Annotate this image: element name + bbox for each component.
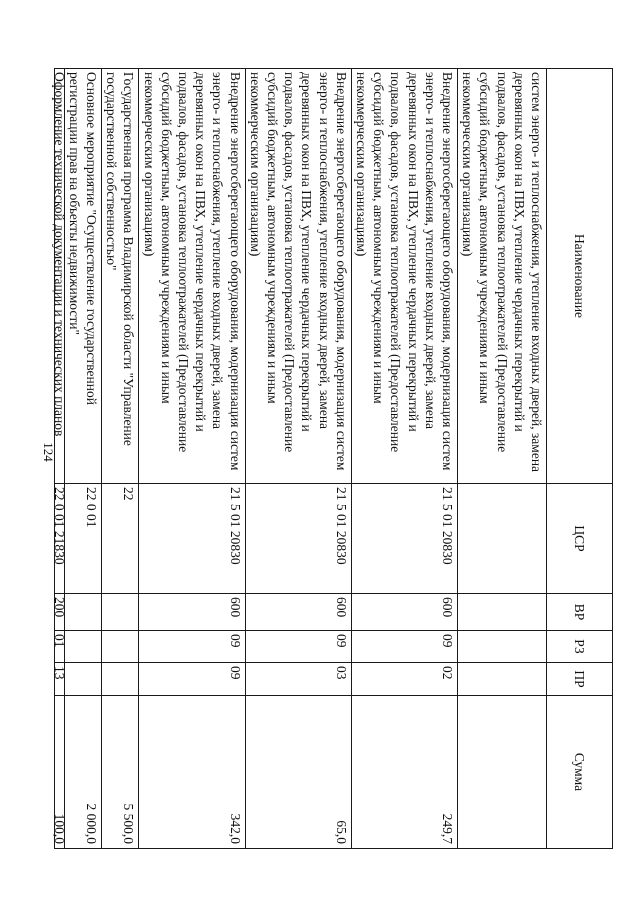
table-header-row bbox=[547, 69, 613, 849]
cell-vr: 200 bbox=[54, 594, 64, 631]
header-rz: РЗ bbox=[547, 631, 613, 663]
cell-sum: 65,0 bbox=[245, 696, 351, 849]
cell-vr bbox=[64, 594, 101, 631]
table-row bbox=[101, 69, 138, 849]
cell-sum: 249,7 bbox=[351, 696, 457, 849]
cell-sum: 100,0 bbox=[54, 696, 64, 849]
cell-csr: 22 0 01 bbox=[64, 484, 101, 594]
cell-sum: 2 000,0 bbox=[64, 696, 101, 849]
cell-vr: 600 bbox=[351, 594, 457, 631]
cell-pr bbox=[64, 663, 101, 696]
budget-table bbox=[51, 68, 613, 849]
cell-vr bbox=[101, 594, 138, 631]
table-row bbox=[64, 69, 101, 849]
header-name: Наименование bbox=[547, 69, 613, 484]
table-row bbox=[139, 69, 245, 849]
cell-pr: 02 bbox=[351, 663, 457, 696]
cell-pr bbox=[457, 663, 546, 696]
cell-name: Основное мероприятие "Осуществление государственной регистрации прав на объекты недвижимости" bbox=[64, 69, 101, 484]
cell-rz: 09 bbox=[245, 631, 351, 663]
cell-rz: 09 bbox=[139, 631, 245, 663]
rotated-page-content bbox=[51, 68, 613, 848]
cell-vr bbox=[457, 594, 546, 631]
cell-csr: 22 bbox=[101, 484, 138, 594]
table-row bbox=[457, 69, 546, 849]
cell-csr: 22 0 01 21830 bbox=[54, 484, 64, 594]
cell-pr: 13 bbox=[54, 663, 64, 696]
cell-rz: 09 bbox=[351, 631, 457, 663]
cell-vr: 600 bbox=[245, 594, 351, 631]
page-number: 124 bbox=[41, 442, 56, 462]
header-sum: Сумма bbox=[547, 696, 613, 849]
cell-name: Государственная программа Владимирской области "Управление государственной собственностью" bbox=[101, 69, 138, 484]
cell-rz bbox=[457, 631, 546, 663]
cell-sum: 5 500,0 bbox=[101, 696, 138, 849]
cell-rz bbox=[64, 631, 101, 663]
cell-sum bbox=[457, 696, 546, 849]
cell-sum: 342,0 bbox=[139, 696, 245, 849]
cell-pr: 03 bbox=[245, 663, 351, 696]
cell-pr bbox=[101, 663, 138, 696]
cell-name: Оформление технической документации и технических планов bbox=[54, 69, 64, 484]
cell-rz: 01 bbox=[54, 631, 64, 663]
cell-name: Внедрение энергосберегающего оборудования, модернизация систем энерго- и теплоснабжения, утепление входных дверей, замена деревянных окон на ПВХ, утепление чердачных перекрытий и подвалов, фасадов, установка теплоотражателей (Предоставление субсидий бюджетным, автономным учреждениям и иным некоммерческим организациям) bbox=[245, 69, 351, 484]
header-csr: ЦСР bbox=[547, 484, 613, 594]
cell-name: Внедрение энергосберегающего оборудования, модернизация систем энерго- и теплоснабжения, утепление входных дверей, замена деревянных окон на ПВХ, утепление чердачных перекрытий и подвалов, фасадов, установка теплоотражателей (Предоставление субсидий бюджетным, автономным учреждениям и иным некоммерческим организациям) bbox=[139, 69, 245, 484]
table-row bbox=[54, 69, 64, 849]
cell-vr: 600 bbox=[139, 594, 245, 631]
table-row bbox=[245, 69, 351, 849]
cell-csr bbox=[457, 484, 546, 594]
cell-name: систем энерго- и теплоснабжения, утепление входных дверей, замена деревянных окон на ПВХ, утепление чердачных перекрытий и подвалов, фасадов, установка теплоотражателей (Предоставление субсидий бюджетным, автономным учреждениям и иным некоммерческим организациям) bbox=[457, 69, 546, 484]
cell-csr: 21 5 01 20830 bbox=[139, 484, 245, 594]
cell-name: Внедрение энергосберегающего оборудования, модернизация систем энерго- и теплоснабжения, утепление входных дверей, замена деревянных окон на ПВХ, утепление чердачных перекрытий и подвалов, фасадов, установка теплоотражателей (Предоставление субсидий бюджетным, автономным учреждениям и иным некоммерческим организациям) bbox=[351, 69, 457, 484]
header-pr: ПР bbox=[547, 663, 613, 696]
cell-pr: 09 bbox=[139, 663, 245, 696]
header-vr: ВР bbox=[547, 594, 613, 631]
cell-csr: 21 5 01 20830 bbox=[245, 484, 351, 594]
cell-rz bbox=[101, 631, 138, 663]
table-row bbox=[351, 69, 457, 849]
cell-csr: 21 5 01 20830 bbox=[351, 484, 457, 594]
